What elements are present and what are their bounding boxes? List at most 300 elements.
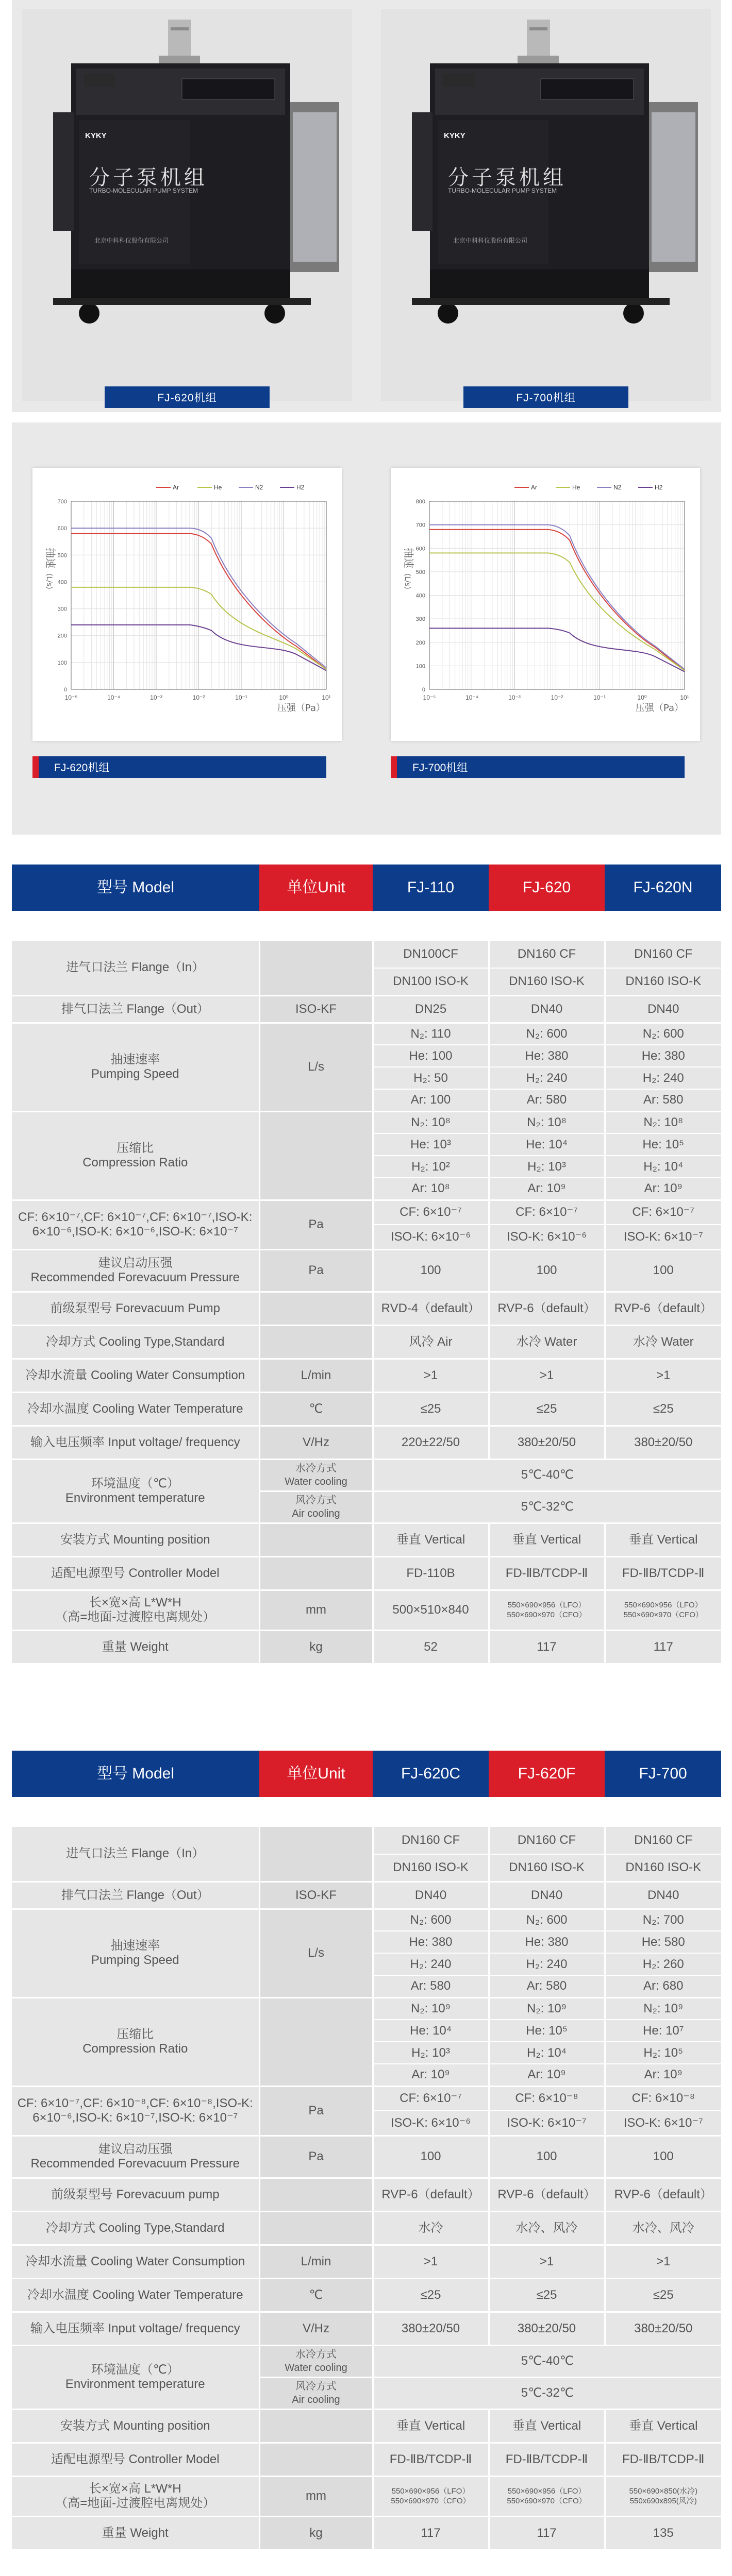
spec-table-1 (12, 865, 721, 1665)
cell: He: 10³ (373, 1133, 489, 1156)
cell: >1 (605, 1359, 721, 1392)
cell: 500×510×840 (373, 1590, 489, 1630)
row-label: 输入电压频率 Input voltage/ frequency (12, 2312, 259, 2345)
cell: Ar: 680 (605, 1975, 721, 1997)
y-axis-unit: (L/s) (403, 573, 411, 589)
cell: H₂: 260 (605, 1953, 721, 1975)
unit-cell: L/min (259, 1359, 373, 1392)
table-row (12, 1909, 721, 1931)
cell: H₂: 10³ (489, 1156, 605, 1178)
unit-cell (259, 1459, 373, 1491)
table-row (12, 2409, 721, 2443)
cell: 水冷、风冷 (489, 2211, 605, 2245)
cell: N₂: 10⁸ (489, 1111, 605, 1133)
cell: ≤25 (373, 1392, 489, 1426)
table-row (12, 1325, 721, 1359)
unit-cell: Pa (259, 1200, 373, 1249)
label-cn: 建议启动压强 (98, 1256, 173, 1270)
cell: H₂: 240 (489, 1953, 605, 1975)
row-label: 进气口法兰 Flange（In） (12, 941, 259, 995)
cell: RVP-6（default） (489, 1292, 605, 1325)
cell: H₂: 10² (373, 1156, 489, 1178)
brand-mark: KYKY (444, 131, 465, 140)
cell: DN160 ISO-K (605, 968, 721, 995)
unit-cell: L/s (259, 1023, 373, 1111)
speed-chart-fj700 (391, 468, 700, 741)
cell: He: 100 (373, 1045, 489, 1067)
cell: ≤25 (489, 1392, 605, 1426)
y-tick-label: 500 (415, 569, 425, 575)
cell: ≤25 (605, 2278, 721, 2312)
row-label: 排气口法兰 Flange（Out） (12, 1882, 259, 1909)
label-cn: 长×宽×高 L*W*H (89, 1596, 181, 1610)
cell: H₂: 240 (373, 1953, 489, 1975)
cell: ≤25 (373, 2278, 489, 2312)
cell: 100 (373, 2136, 489, 2178)
cell: H₂: 240 (605, 1067, 721, 1089)
cell: 220±22/50 (373, 1426, 489, 1459)
x-axis-label: 压强（Pa） (635, 703, 684, 714)
product-subtitle: TURBO-MOLECULAR PUMP SYSTEM (89, 187, 198, 194)
unit-cell: L/min (259, 2245, 373, 2278)
y-tick-label: 100 (57, 659, 67, 666)
row-label: 冷却方式 Cooling Type,Standard (12, 2211, 259, 2245)
cell: 垂直 Vertical (605, 1523, 721, 1556)
table-row (12, 1426, 721, 1459)
cell: N₂: 600 (489, 1023, 605, 1045)
dim-line: 550×690×956（LFO） (507, 2486, 586, 2496)
row-label: 进气口法兰 Flange（In） (12, 1827, 259, 1882)
x-tick-label: 10⁻¹ (593, 694, 606, 701)
table-row (12, 1827, 721, 1854)
row-label (12, 1459, 259, 1523)
label-en: Recommended Forevacuum Pressure (30, 1270, 240, 1284)
product-photo-section (12, 0, 721, 412)
cell: 135 (605, 2516, 721, 2550)
speed-chart-fj620 (32, 468, 342, 741)
cell: DN160 CF (605, 1827, 721, 1854)
cell: N₂: 10⁹ (605, 1997, 721, 2020)
cell: H₂: 50 (373, 1067, 489, 1089)
cell: N₂: 10⁸ (373, 1111, 489, 1133)
cell: DN160 ISO-K (605, 1854, 721, 1882)
cell: 380±20/50 (489, 1426, 605, 1459)
x-tick-label: 10⁻³ (508, 694, 521, 701)
cell: N₂: 600 (489, 1909, 605, 1931)
cell: 100 (489, 2136, 605, 2178)
label-cn: 风冷方式 (295, 2381, 337, 2392)
cell: DN40 (489, 995, 605, 1023)
cell: CF: 6×10⁻⁷ (489, 1200, 605, 1225)
speed-chart-svg (391, 468, 700, 741)
cell: He: 380 (489, 1931, 605, 1953)
cell: ISO-K: 6×10⁻⁶ (373, 1225, 489, 1249)
cell: H₂: 10⁴ (489, 2042, 605, 2064)
table-row (12, 1111, 721, 1133)
cell: 380±20/50 (489, 2312, 605, 2345)
cell: 117 (489, 1630, 605, 1664)
product-title: 分子泵机组 (448, 166, 567, 189)
cell: 117 (605, 1630, 721, 1664)
dim-line: 550×690×970（CFO） (507, 1611, 587, 1619)
y-tick-label: 600 (415, 546, 425, 552)
table-row (12, 2136, 721, 2178)
dim-line: 550×690×956（LFO） (391, 2486, 470, 2496)
cell: >1 (373, 1359, 489, 1392)
row-label: 冷却水温度 Cooling Water Temperature (12, 1392, 259, 1426)
row-label: 冷却水流量 Cooling Water Consumption (12, 2245, 259, 2278)
label-en: Compression Ratio (82, 1156, 188, 1170)
row-label: 排气口法兰 Flange（Out） (12, 995, 259, 1023)
product-title: 分子泵机组 (89, 166, 208, 189)
cell: N₂: 10⁹ (373, 1997, 489, 2020)
cell: ISO-K: 6×10⁻⁶ (489, 1225, 605, 1249)
y-tick-label: 300 (57, 606, 67, 613)
cell: CF: 6×10⁻⁷ (373, 2086, 489, 2111)
cell: ISO-K: 6×10⁻⁶ (373, 2111, 489, 2136)
x-tick-label: 10¹ (680, 694, 689, 701)
row-label (12, 1590, 259, 1630)
spec-table-2 (12, 1751, 721, 2551)
cell: DN160 ISO-K (489, 1854, 605, 1882)
y-tick-label: 500 (57, 552, 67, 559)
header-model: 型号 Model (12, 1751, 259, 1797)
table-row (12, 1590, 721, 1630)
cell: He: 380 (373, 1931, 489, 1953)
header-unit: 单位Unit (259, 865, 373, 911)
cell: 380±20/50 (373, 2312, 489, 2345)
label-cn: 压缩比 (117, 1141, 154, 1156)
cell: N₂: 600 (605, 1023, 721, 1045)
cell: FD-110B (373, 1556, 489, 1590)
cell: 水冷、风冷 (605, 2211, 721, 2245)
table-row (12, 2211, 721, 2245)
x-tick-label: 10⁻⁵ (423, 694, 436, 701)
cell: 水冷 Water (605, 1325, 721, 1359)
cell: He: 10⁴ (489, 1133, 605, 1156)
dim-line: 550×690×956（LFO） (624, 1600, 703, 1609)
row-label: 前级泵型号 Forevacuum Pump (12, 1292, 259, 1325)
row-label (12, 1997, 259, 2086)
cell: DN160 CF (605, 941, 721, 968)
cell: 5℃-40℃ (373, 2345, 721, 2377)
legend-label: H2 (655, 484, 663, 491)
cell: He: 10⁴ (373, 2020, 489, 2042)
header-fj620c: FJ-620C (373, 1751, 489, 1797)
speed-chart-svg (32, 468, 342, 741)
cell: CF: 6×10⁻⁸ (605, 2086, 721, 2111)
cell: FD-ⅡB/TCDP-Ⅱ (373, 2443, 489, 2476)
table-row (12, 1292, 721, 1325)
cell: Ar: 10⁹ (605, 2064, 721, 2086)
cell: 117 (373, 2516, 489, 2550)
unit-cell: mm (259, 2476, 373, 2516)
cell: 水冷 Water (489, 1325, 605, 1359)
cell: CF: 6×10⁻⁷ (605, 1200, 721, 1225)
brand-mark: KYKY (85, 131, 107, 140)
dim-line: 550×690×970（CFO） (623, 1611, 703, 1619)
header-unit: 单位Unit (259, 1751, 373, 1797)
cell: RVP-6（default） (489, 2178, 605, 2211)
cell: 5℃-32℃ (373, 1491, 721, 1523)
cell: Ar: 10⁸ (373, 1178, 489, 1200)
y-axis-unit: (L/s) (45, 573, 53, 589)
unit-cell: kg (259, 1630, 373, 1664)
table-row (12, 1523, 721, 1556)
cell: 水冷 (373, 2211, 489, 2245)
cell: ISO-K: 6×10⁻⁷ (489, 2111, 605, 2136)
table-row (12, 1023, 721, 1045)
cell: DN100 ISO-K (373, 968, 489, 995)
table-row (12, 1882, 721, 1909)
cell: 垂直 Vertical (373, 2409, 489, 2443)
unit-cell: ISO-KF (259, 1882, 373, 1909)
unit-cell: Pa (259, 2086, 373, 2136)
x-tick-label: 10⁻¹ (235, 694, 247, 701)
cell: 100 (373, 1249, 489, 1292)
row-label (12, 1909, 259, 1997)
chart-label: FJ-700机组 (391, 756, 685, 778)
y-tick-label: 800 (415, 499, 425, 505)
cell: RVP-6（default） (605, 1292, 721, 1325)
label-en: Water cooling (285, 1476, 347, 1487)
row-label (12, 1249, 259, 1292)
table-row (12, 2245, 721, 2278)
header-fj620f: FJ-620F (489, 1751, 605, 1797)
unit-cell: ℃ (259, 1392, 373, 1426)
label-en: Recommended Forevacuum Pressure (30, 2157, 240, 2171)
x-tick-label: 10⁻² (192, 694, 205, 701)
chart-label: FJ-620机组 (32, 756, 326, 778)
y-tick-label: 700 (415, 522, 425, 529)
cell: ≤25 (489, 2278, 605, 2312)
dim-line: 550×690×850(水冷) (629, 2486, 698, 2496)
x-tick-label: 10⁻³ (150, 694, 162, 701)
cell: >1 (489, 1359, 605, 1392)
table-row (12, 2516, 721, 2550)
table-row (12, 1249, 721, 1292)
row-label (12, 2345, 259, 2409)
table-row (12, 1392, 721, 1426)
y-tick-label: 200 (415, 639, 425, 646)
table-row (12, 1359, 721, 1392)
legend-label: He (214, 484, 222, 491)
cell: H₂: 10³ (373, 2042, 489, 2064)
cell: DN40 (605, 1882, 721, 1909)
cell (373, 2476, 489, 2516)
row-label: 适配电源型号 Controller Model (12, 2443, 259, 2476)
header-fj620: FJ-620 (489, 865, 605, 911)
row-label: 安装方式 Mounting position (12, 2409, 259, 2443)
product-subtitle: TURBO-MOLECULAR PUMP SYSTEM (448, 187, 557, 194)
row-label (12, 2476, 259, 2516)
cell: Ar: 10⁹ (605, 1178, 721, 1200)
y-tick-label: 600 (57, 526, 67, 532)
cell: Ar: 580 (489, 1089, 605, 1111)
row-label: 安装方式 Mounting position (12, 1523, 259, 1556)
header-model: 型号 Model (12, 865, 259, 911)
label-cn: 建议启动压强 (98, 2142, 173, 2157)
row-label: CF: 6×10⁻⁷,CF: 6×10⁻⁸,CF: 6×10⁻⁸,ISO-K: 6×10⁻⁶,ISO-K: 6×10⁻⁷,ISO-K: 6×10⁻⁷ (12, 2086, 259, 2136)
label-en: Environment temperature (65, 2377, 205, 2391)
table-header-row (12, 1751, 721, 1797)
label-cn: 风冷方式 (295, 1495, 337, 1506)
cell: ≤25 (605, 1392, 721, 1426)
y-tick-label: 0 (422, 687, 425, 693)
cell: DN160 ISO-K (373, 1854, 489, 1882)
table-row (12, 2345, 721, 2377)
cell: 5℃-32℃ (373, 2377, 721, 2409)
unit-cell: mm (259, 1590, 373, 1630)
cell: He: 10⁵ (605, 1133, 721, 1156)
cell: DN160 CF (373, 1827, 489, 1854)
y-tick-label: 400 (415, 592, 425, 599)
cell: DN100CF (373, 941, 489, 968)
label-en: Water cooling (285, 2362, 347, 2374)
label-en: Air cooling (292, 2394, 340, 2405)
cell: RVD-4（default） (373, 1292, 489, 1325)
unit-cell: V/Hz (259, 2312, 373, 2345)
cell: 风冷 Air (373, 1325, 489, 1359)
label-cn: 抽速速率 (110, 1939, 160, 1953)
label-cn: 环境温度（℃） (91, 2363, 179, 2377)
product-card-fj700 (381, 9, 711, 404)
cell: 117 (489, 2516, 605, 2550)
row-label (12, 1023, 259, 1111)
header-fj620n: FJ-620N (605, 865, 721, 911)
row-label: 重量 Weight (12, 2516, 259, 2550)
label-cn: 压缩比 (117, 2027, 154, 2042)
cell (605, 2476, 721, 2516)
cell: DN160 CF (489, 1827, 605, 1854)
cell: Ar: 580 (489, 1975, 605, 1997)
cell: CF: 6×10⁻⁷ (373, 1200, 489, 1225)
legend-label: N2 (255, 484, 263, 491)
cell: DN160 ISO-K (489, 968, 605, 995)
cell: DN25 (373, 995, 489, 1023)
x-tick-label: 10⁻⁵ (64, 694, 78, 701)
cell: Ar: 100 (373, 1089, 489, 1111)
y-tick-label: 0 (63, 687, 67, 693)
cell: Ar: 580 (373, 1975, 489, 1997)
cell: ISO-K: 6×10⁻⁷ (605, 2111, 721, 2136)
cell: 380±20/50 (605, 1426, 721, 1459)
row-label: 冷却水流量 Cooling Water Consumption (12, 1359, 259, 1392)
table-row (12, 2178, 721, 2211)
dim-line: 550x690x895(风冷) (629, 2497, 697, 2505)
product-maker: 北京中科科仪股份有限公司 (453, 237, 528, 244)
y-tick-label: 200 (57, 633, 67, 639)
cell (605, 1590, 721, 1630)
row-label: 适配电源型号 Controller Model (12, 1556, 259, 1590)
table-row (12, 1556, 721, 1590)
cell: 380±20/50 (605, 2312, 721, 2345)
cell: N₂: 10⁹ (489, 1997, 605, 2020)
row-label (12, 1111, 259, 1200)
y-tick-label: 400 (57, 579, 67, 586)
table-row (12, 941, 721, 968)
table-row (12, 1459, 721, 1491)
cell: >1 (489, 2245, 605, 2278)
label-cn: 长×宽×高 L*W*H (89, 2482, 181, 2496)
cell: N₂: 600 (373, 1909, 489, 1931)
x-tick-label: 10⁻⁴ (107, 694, 120, 701)
row-label (12, 2136, 259, 2178)
cell: He: 580 (605, 1931, 721, 1953)
product-card-fj620 (22, 9, 352, 404)
cell: >1 (605, 2245, 721, 2278)
unit-cell: ISO-KF (259, 995, 373, 1023)
cell: He: 10⁵ (489, 2020, 605, 2042)
table-row (12, 2476, 721, 2516)
row-label: 重量 Weight (12, 1630, 259, 1664)
label-cn: 水冷方式 (295, 1463, 337, 1474)
cell: FD-ⅡB/TCDP-Ⅱ (489, 2443, 605, 2476)
x-tick-label: 10¹ (322, 694, 331, 701)
cell: H₂: 240 (489, 1067, 605, 1089)
table-row (12, 1630, 721, 1664)
cell: Ar: 580 (605, 1089, 721, 1111)
label-en: Air cooling (292, 1508, 340, 1519)
dim-line: 550×690×970（CFO） (507, 2497, 587, 2505)
legend-label: He (572, 484, 580, 491)
row-label: 冷却水温度 Cooling Water Temperature (12, 2278, 259, 2312)
y-tick-label: 700 (57, 499, 67, 505)
table-row (12, 2312, 721, 2345)
legend-label: Ar (531, 484, 537, 491)
unit-cell: V/Hz (259, 1426, 373, 1459)
legend-label: N2 (613, 484, 622, 491)
legend-label: H2 (296, 484, 305, 491)
table-row (12, 1997, 721, 2020)
cell: He: 380 (489, 1045, 605, 1067)
chart-section (12, 422, 721, 835)
table-row (12, 2086, 721, 2111)
product-maker: 北京中科科仪股份有限公司 (94, 237, 169, 244)
cell: N₂: 110 (373, 1023, 489, 1045)
cell: CF: 6×10⁻⁸ (489, 2086, 605, 2111)
header-fj700: FJ-700 (605, 1751, 721, 1797)
row-label: 前级泵型号 Forevacuum pump (12, 2178, 259, 2211)
cell (489, 2476, 605, 2516)
cell: 垂直 Vertical (373, 1523, 489, 1556)
cell: >1 (373, 2245, 489, 2278)
label-en: Compression Ratio (82, 2042, 188, 2056)
cell: 5℃-40℃ (373, 1459, 721, 1491)
cell: 100 (605, 1249, 721, 1292)
label-cn: 抽速速率 (110, 1053, 160, 1067)
x-axis-label: 压强（Pa） (277, 703, 325, 714)
header-fj110: FJ-110 (373, 865, 489, 911)
x-tick-label: 10⁰ (279, 694, 289, 701)
unit-cell: kg (259, 2516, 373, 2550)
cell: H₂: 10⁵ (605, 2042, 721, 2064)
table-row (12, 2443, 721, 2476)
table-row (12, 1200, 721, 1225)
cell: RVP-6（default） (373, 2178, 489, 2211)
label-cn: 水冷方式 (295, 2349, 337, 2360)
legend-label: Ar (173, 484, 179, 491)
cell: Ar: 10⁹ (489, 1178, 605, 1200)
unit-cell: ℃ (259, 2278, 373, 2312)
cell (489, 1590, 605, 1630)
y-tick-label: 300 (415, 616, 425, 623)
cell: FD-ⅡB/TCDP-Ⅱ (605, 2443, 721, 2476)
cell: 100 (489, 1249, 605, 1292)
cell: DN40 (605, 995, 721, 1023)
row-label: 输入电压频率 Input voltage/ frequency (12, 1426, 259, 1459)
cell: FD-ⅡB/TCDP-Ⅱ (489, 1556, 605, 1590)
